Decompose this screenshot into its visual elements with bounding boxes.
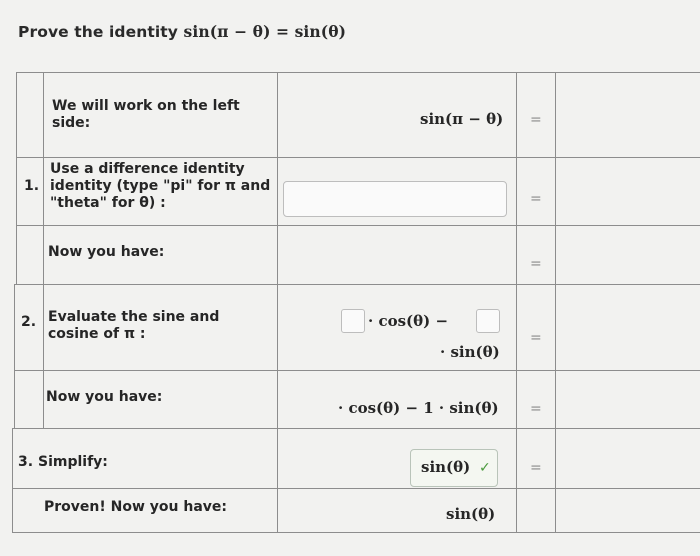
- row-label: Use a difference identity identity (type "pi" for π and "theta" for θ) :: [50, 161, 271, 211]
- table-border-bottom: [12, 532, 700, 533]
- title-prefix: Prove the identity: [18, 23, 179, 41]
- answer-value: sin(θ): [421, 458, 471, 476]
- row-divider: [12, 428, 700, 429]
- checkmark-icon: ✓: [479, 460, 491, 476]
- row-label: Evaluate the sine and cosine of π :: [48, 309, 220, 342]
- row-divider: [14, 370, 700, 371]
- step-column-divider: [43, 72, 44, 429]
- row-label: Proven! Now you have:: [44, 499, 227, 515]
- equals-sign: =: [530, 401, 542, 417]
- equals-sign: =: [530, 112, 542, 128]
- step-number: 3.: [18, 454, 34, 470]
- row-divider: [16, 225, 700, 226]
- row-expression: sin(π − θ): [420, 110, 504, 128]
- sin-pi-input[interactable]: [341, 309, 365, 333]
- row-label: Simplify:: [38, 454, 108, 470]
- equals-sign: =: [530, 256, 542, 272]
- row-expression-part1: · cos(θ) −: [368, 312, 449, 330]
- label-column-divider: [277, 72, 278, 532]
- table-border-left: [16, 72, 17, 285]
- title-expression: sin(π − θ) = sin(θ): [183, 22, 347, 41]
- equals-sign: =: [530, 330, 542, 346]
- table-border-left: [14, 284, 15, 429]
- simplify-answer-field[interactable]: [410, 449, 498, 487]
- step-number: 2.: [21, 314, 37, 330]
- row-label: Now you have:: [46, 389, 163, 405]
- row-divider: [14, 284, 700, 285]
- table-border-top: [16, 72, 700, 73]
- row-expression-part2: · sin(θ): [440, 343, 500, 361]
- expression-column-divider: [516, 72, 517, 532]
- row-expression: sin(θ): [446, 505, 496, 523]
- cos-pi-input[interactable]: [476, 309, 500, 333]
- row-label: We will work on the left side:: [52, 98, 240, 131]
- row-expression: · cos(θ) − 1 · sin(θ): [338, 399, 499, 417]
- difference-identity-input[interactable]: [283, 181, 507, 217]
- row-label: Now you have:: [48, 244, 165, 260]
- table-border-left: [12, 428, 13, 532]
- step-number: 1.: [24, 178, 40, 194]
- equals-column-divider: [555, 72, 556, 532]
- equals-sign: =: [530, 460, 542, 476]
- row-divider: [16, 157, 700, 158]
- row-divider: [12, 488, 700, 489]
- equals-sign: =: [530, 191, 542, 207]
